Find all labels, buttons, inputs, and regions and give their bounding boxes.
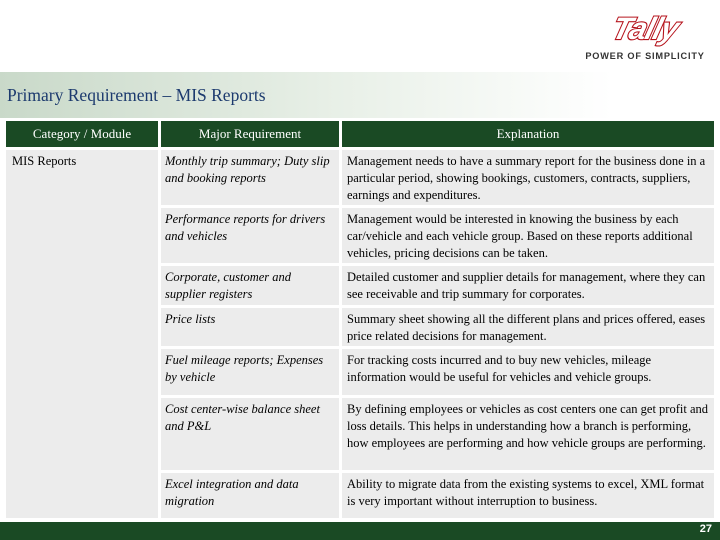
footer-bar: [0, 522, 720, 540]
explanation-cell: Management would be interested in knowing the business by each car/vehicle and each vehicle group. Based on these reports additional vehicles, pricing decisions can be taken.: [342, 208, 714, 263]
explanation-cell: By defining employees or vehicles as cost centers one can get profit and loss details. This helps in understanding how a branch is performing, how employees are performing and how vehicle groups are performing.: [342, 398, 714, 470]
header-category: Category / Module: [6, 121, 158, 147]
explanation-cell: Detailed customer and supplier details for management, where they can see receivable and trip summary for corporates.: [342, 266, 714, 305]
requirement-cell: Performance reports for drivers and vehicles: [161, 208, 339, 263]
explanation-cell: Ability to migrate data from the existing systems to excel, XML format is very important without interruption to business.: [342, 473, 714, 518]
table-row: [161, 308, 714, 346]
table-row: [161, 398, 714, 470]
category-cell: [6, 150, 158, 518]
table-row: [161, 266, 714, 305]
table-row: [161, 150, 714, 205]
explanation-cell: Summary sheet showing all the different plans and prices offered, eases price related decisions for management.: [342, 308, 714, 346]
requirement-cell: Corporate, customer and supplier registers: [161, 266, 339, 305]
tally-logo: [580, 6, 710, 64]
tally-logo-wordmark: Tally: [608, 11, 682, 46]
category-label: MIS Reports: [12, 154, 77, 168]
requirement-cell: Monthly trip summary; Duty slip and booking reports: [161, 150, 339, 205]
explanation-cell: Management needs to have a summary report for the business done in a particular period, showing bookings, customers, contracts, suppliers, earnings and expenditures.: [342, 150, 714, 205]
tally-logo-tagline: POWER OF SIMPLICITY: [585, 51, 705, 61]
requirement-cell: Price lists: [161, 308, 339, 346]
requirement-cell: Cost center-wise balance sheet and P&L: [161, 398, 339, 470]
requirement-cell: Excel integration and data migration: [161, 473, 339, 518]
page-number: 27: [699, 523, 712, 535]
header-explanation: Explanation: [342, 121, 714, 147]
requirement-cell: Fuel mileage reports; Expenses by vehicle: [161, 349, 339, 395]
table-row: [161, 208, 714, 263]
header-major-requirement: Major Requirement: [161, 121, 339, 147]
table-row: [161, 349, 714, 395]
explanation-cell: For tracking costs incurred and to buy new vehicles, mileage information would be useful for vehicles and vehicle groups.: [342, 349, 714, 395]
slide-title: Primary Requirement – MIS Reports: [7, 85, 266, 105]
table-row: [161, 473, 714, 518]
